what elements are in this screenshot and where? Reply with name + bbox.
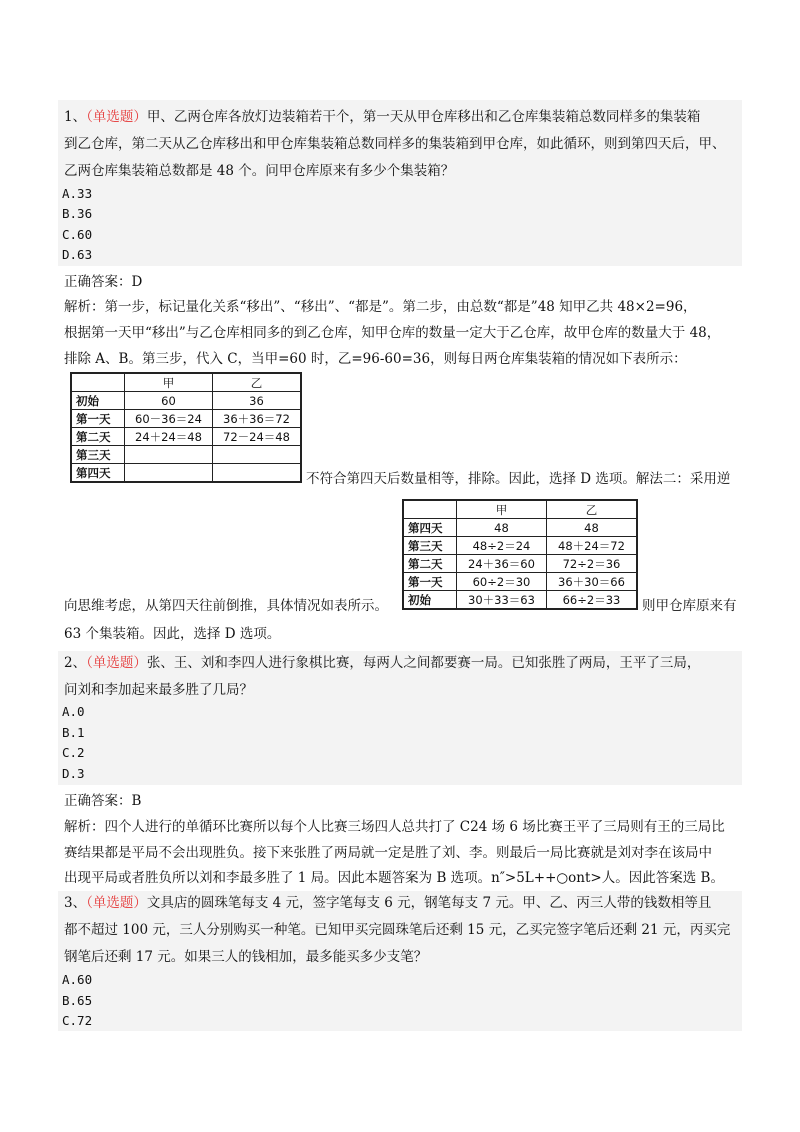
- question-2-number: 2、: [64, 655, 87, 671]
- question-1-option-c[interactable]: C.60: [62, 227, 93, 242]
- question-3-type: （单选题）: [86, 895, 147, 911]
- question-3-option-a[interactable]: A.60: [62, 972, 93, 987]
- question-2-stem-line-1: 2、（单选题）张、王、刘和李四人进行象棋比赛，每两人之间都要赛一局。已知张胜了两局，王平了三局，: [64, 655, 701, 671]
- table-cell: 24＋24＝48: [125, 428, 213, 446]
- table-cell: 30＋33＝63: [457, 591, 547, 610]
- table-row-label: 第一天: [71, 410, 125, 428]
- table-row-label: 第一天: [403, 573, 457, 591]
- table-cell: 48÷2＝24: [457, 537, 547, 555]
- question-1-stem-line-1: 1、（单选题）甲、乙两仓库各放灯边装箱若干个，第一天从甲仓库移出和乙仓库集装箱总数同样多的集装箱: [64, 109, 701, 125]
- table-cell: 60－36＝24: [125, 410, 213, 428]
- table-row-label: 第四天: [71, 464, 125, 483]
- table-header: 乙: [546, 500, 637, 519]
- question-1-analysis-line-3: 排除 A、B。第三步，代入 C，当甲=60 时，乙=96-60=36，则每日两仓库集装箱的情况如下表所示：: [64, 351, 687, 367]
- table-cell: 48＋24＝72: [546, 537, 637, 555]
- question-3-option-c[interactable]: C.72: [62, 1013, 93, 1028]
- table-header: 乙: [212, 373, 301, 392]
- question-2-answer: 正确答案：B: [64, 793, 142, 809]
- question-3-stem-line-3: 钢笔后还剩 17 元。如果三人的钱相加，最多能买多少支笔？: [64, 949, 428, 965]
- table-header: 甲: [125, 373, 213, 392]
- table-cell: [125, 464, 213, 483]
- table-cell: [403, 500, 457, 519]
- question-1-analysis-final: 63 个集装箱。因此，选择 D 选项。: [64, 626, 281, 642]
- table-backward-calc: [402, 499, 638, 610]
- table-cell: 36＋36＝72: [212, 410, 301, 428]
- table-cell: [71, 373, 125, 392]
- question-2-type: （单选题）: [86, 655, 147, 671]
- table-cell: [212, 446, 301, 464]
- question-2-analysis-line-1: 解析：四个人进行的单循环比赛所以每个人比赛三场四人总共打了 C24 场 6 场比赛王平了三局则有王的三局比: [64, 819, 725, 835]
- question-2-option-b[interactable]: B.1: [62, 725, 85, 740]
- question-3-option-b[interactable]: B.65: [62, 993, 93, 1008]
- question-2-analysis-line-3: 出现平局或者胜负所以刘和李最多胜了 1 局。因此本题答案为 B 选项。n″>5L++○ont>人。因此答案选 B。: [64, 870, 724, 886]
- table-cell: 36: [212, 392, 301, 410]
- question-1-option-a[interactable]: A.33: [62, 186, 93, 201]
- question-1-analysis-before-table2: 向思维考虑，从第四天往前倒推，具体情况如表所示。: [64, 598, 388, 614]
- question-1-analysis-after-table1: 不符合第四天后数量相等，排除。因此，选择 D 选项。解法二：采用逆: [306, 471, 731, 487]
- question-2-stem-line-2: 问刘和李加起来最多胜了几局？: [64, 682, 253, 698]
- question-1-analysis-after-table2: 则甲仓库原来有: [642, 598, 737, 614]
- table-cell: 48: [457, 519, 547, 537]
- table-cell: 60÷2＝30: [457, 573, 547, 591]
- question-1-option-b[interactable]: B.36: [62, 206, 93, 221]
- question-1-analysis-line-2: 根据第一天甲“移出”与乙仓库相同多的到乙仓库，知甲仓库的数量一定大于乙仓库，故甲仓库的数量大于 48，: [64, 325, 721, 341]
- question-3-stem-line-1: 3、（单选题）文具店的圆珠笔每支 4 元，签字笔每支 6 元，钢笔每支 7 元。甲、乙、丙三人带的钱数相等且: [64, 895, 712, 911]
- table-row-label: 第三天: [403, 537, 457, 555]
- table-row-label: 第二天: [403, 555, 457, 573]
- question-1-analysis-line-1: 解析：第一步，标记量化关系“移出”、“移出”、“都是”。第二步，由总数“都是”48 知甲乙共 48×2=96，: [64, 299, 697, 315]
- question-2-option-d[interactable]: D.3: [62, 766, 85, 781]
- table-cell: 36＋30＝66: [546, 573, 637, 591]
- question-1-stem-line-2: 到乙仓库，第二天从乙仓库移出和甲仓库集装箱总数同样多的集装箱到甲仓库，如此循环，则到第四天后，甲、: [64, 136, 726, 152]
- table-row-label: 初始: [71, 392, 125, 410]
- question-2-option-a[interactable]: A.0: [62, 704, 85, 719]
- table-row-label: 第三天: [71, 446, 125, 464]
- question-3-stem-line-2: 都不超过 100 元，三人分别购买一种笔。已知甲买完圆珠笔后还剩 15 元，乙买完签字笔后还剩 21 元，丙买完: [64, 922, 731, 938]
- table-row-label: 第四天: [403, 519, 457, 537]
- table-cell: [125, 446, 213, 464]
- question-2-analysis-line-2: 赛结果都是平局不会出现胜负。接下来张胜了两局就一定是胜了刘、李。则最后一局比赛就是刘对李在该局中: [64, 845, 712, 861]
- table-row-label: 初始: [403, 591, 457, 610]
- table-header: 甲: [457, 500, 547, 519]
- table-cell: 72÷2＝36: [546, 555, 637, 573]
- question-1-option-d[interactable]: D.63: [62, 247, 93, 262]
- question-1-type: （单选题）: [86, 109, 147, 125]
- question-1-answer: 正确答案：D: [64, 274, 143, 290]
- table-cell: 72－24＝48: [212, 428, 301, 446]
- question-1-stem-line-3: 乙两仓库集装箱总数都是 48 个。问甲仓库原来有多少个集装箱？: [64, 163, 455, 179]
- table-cell: 60: [125, 392, 213, 410]
- table-cell: [212, 464, 301, 483]
- table-cell: 24＋36＝60: [457, 555, 547, 573]
- question-2-option-c[interactable]: C.2: [62, 745, 85, 760]
- question-1-number: 1、: [64, 109, 87, 125]
- table-cell: 66÷2＝33: [546, 591, 637, 610]
- table-row-label: 第二天: [71, 428, 125, 446]
- table-cell: 48: [546, 519, 637, 537]
- question-3-number: 3、: [64, 895, 87, 911]
- table-forward-calc: [70, 372, 302, 483]
